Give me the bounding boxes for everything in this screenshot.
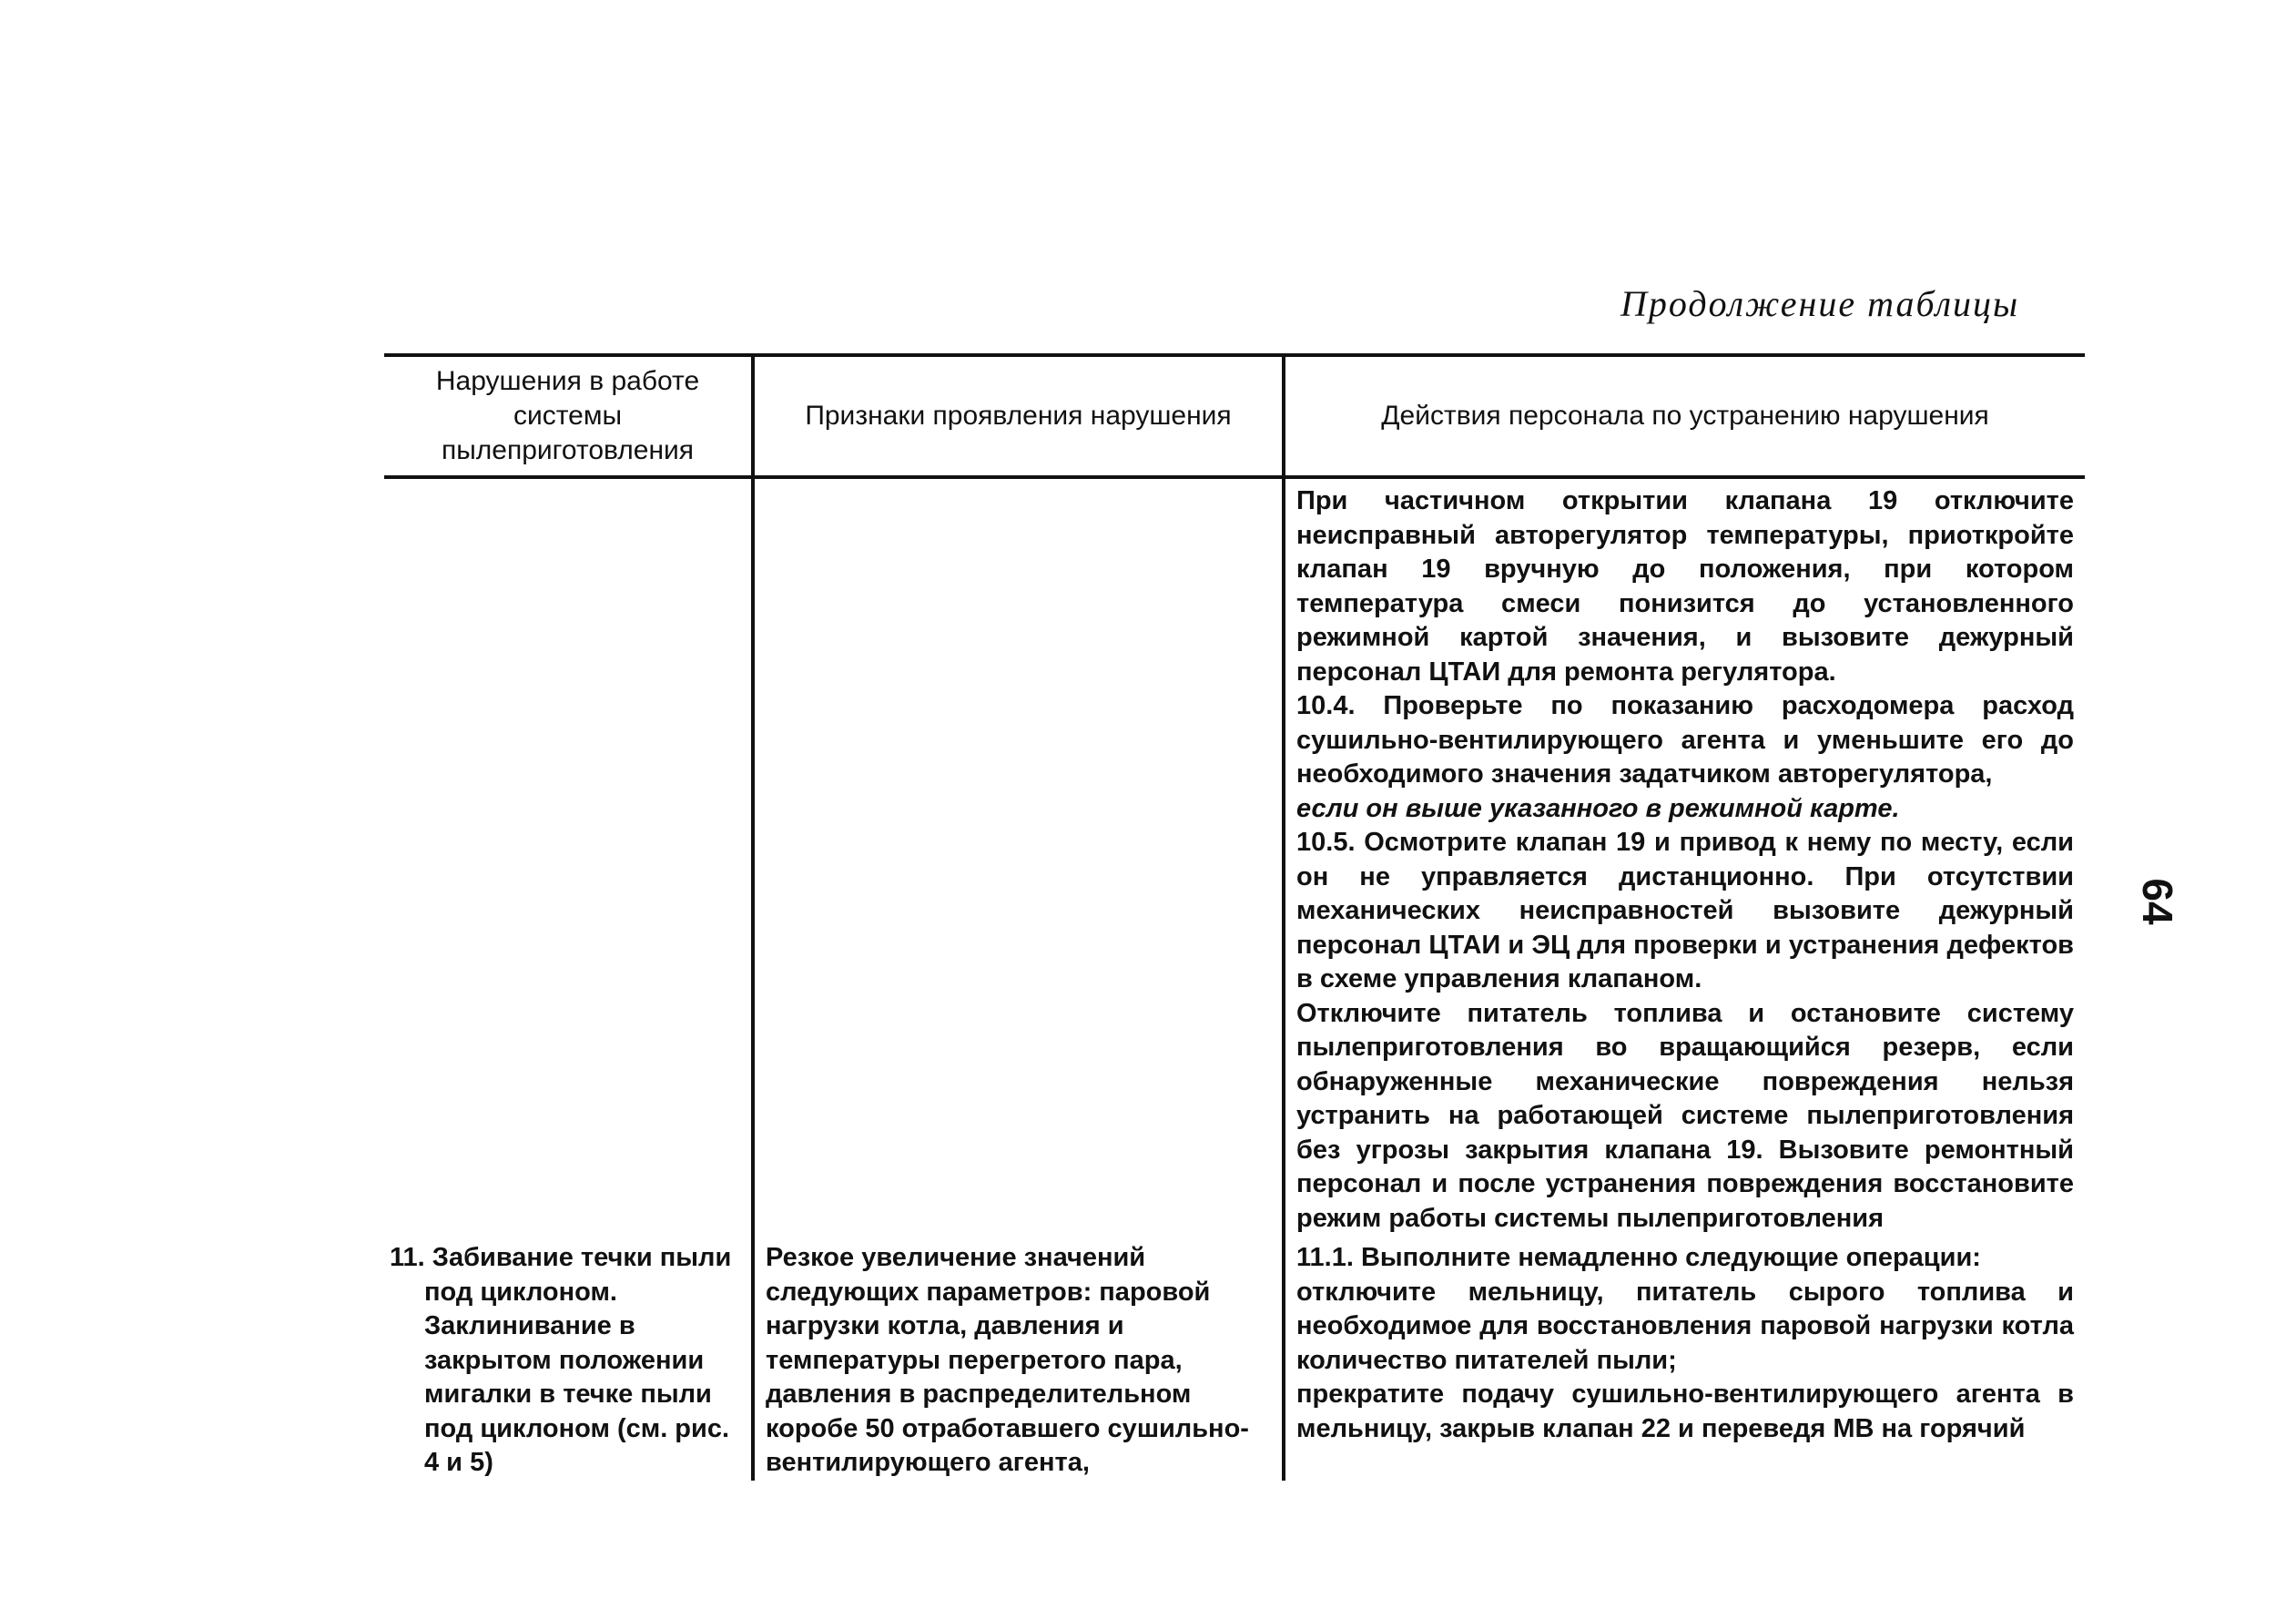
header-actions: Действия персонала по устранению нарушения [1284, 355, 2085, 477]
violation-description: под циклоном. Заклинивание в закрытом положении мигалки в течке пыли под циклоном (см. рис. 4 и 5) [424, 1277, 730, 1477]
violation-title-line [390, 1241, 746, 1276]
row1-signs-cell [753, 477, 1284, 1236]
table-row [384, 477, 2085, 1236]
action-paragraph: Отключите питатель топлива и остановите систему пылеприготовления во вращающийся резерв, если обнаруженные механические повреждения нельзя устранить на работающей системе пылеприготовления без угрозы закрытия клапана 19. Вызовите ремонтный персонал и после устранения повреждения восстановите режим работы системы пылеприготовления [1296, 998, 2074, 1233]
table-caption: Продолжение таблицы [1620, 283, 2020, 324]
violation-title: Забивание течки пыли [432, 1243, 732, 1272]
violation-number: 11. [390, 1243, 425, 1272]
action-paragraph: прекратите подачу сушильно-вентилирующего агента в мельницу, закрыв клапан 22 и переведя МВ на горячий [1296, 1380, 2074, 1443]
table-row [384, 1236, 2085, 1481]
troubleshooting-table [384, 353, 2085, 1481]
table-header-row [384, 355, 2085, 477]
action-paragraph: если он выше указанного в режимной карте. [1296, 793, 1900, 823]
row2-violation-cell [384, 1236, 753, 1481]
action-paragraph: отключите мельницу, питатель сырого топлива и необходимое для восстановления паровой нагрузки котла количество питателей пыли; [1296, 1277, 2074, 1375]
header-violations: Нарушения в работе системы пылеприготовления [384, 355, 753, 477]
row1-actions-cell [1284, 477, 2085, 1236]
row2-signs-cell: Резкое увеличение значений следующих параметров: паровой нагрузки котла, давления и температуры перегретого пара, давления в распределительном коробе 50 отработавшего сушильно-вентилирующего агента, [753, 1236, 1284, 1481]
action-paragraph: При частичном открытии клапана 19 отключите неисправный авторегулятор температуры, приоткройте клапан 19 вручную до положения, при котором температура смеси понизится до установленного режимной картой значения, и вызовите дежурный персонал ЦТАИ для ремонта регулятора. [1296, 486, 2074, 687]
row1-violation-cell [384, 477, 753, 1236]
header-signs: Признаки проявления нарушения [753, 355, 1284, 477]
page-number: 64 [2134, 878, 2181, 925]
row2-actions-cell [1284, 1236, 2085, 1481]
action-paragraph: 10.4. Проверьте по показанию расходомера расход сушильно-вентилирующего агента и уменьшите его до необходимого значения задатчиком авторегулятора, [1296, 691, 2074, 789]
action-paragraph: 10.5. Осмотрите клапан 19 и привод к нему по месту, если он не управляется дистанционно. При отсутствии механических неисправностей вызовите дежурный персонал ЦТАИ и ЭЦ для проверки и устранения дефектов в схеме управления клапаном. [1296, 828, 2074, 993]
action-paragraph: 11.1. Выполните немадленно следующие операции: [1296, 1243, 1981, 1272]
